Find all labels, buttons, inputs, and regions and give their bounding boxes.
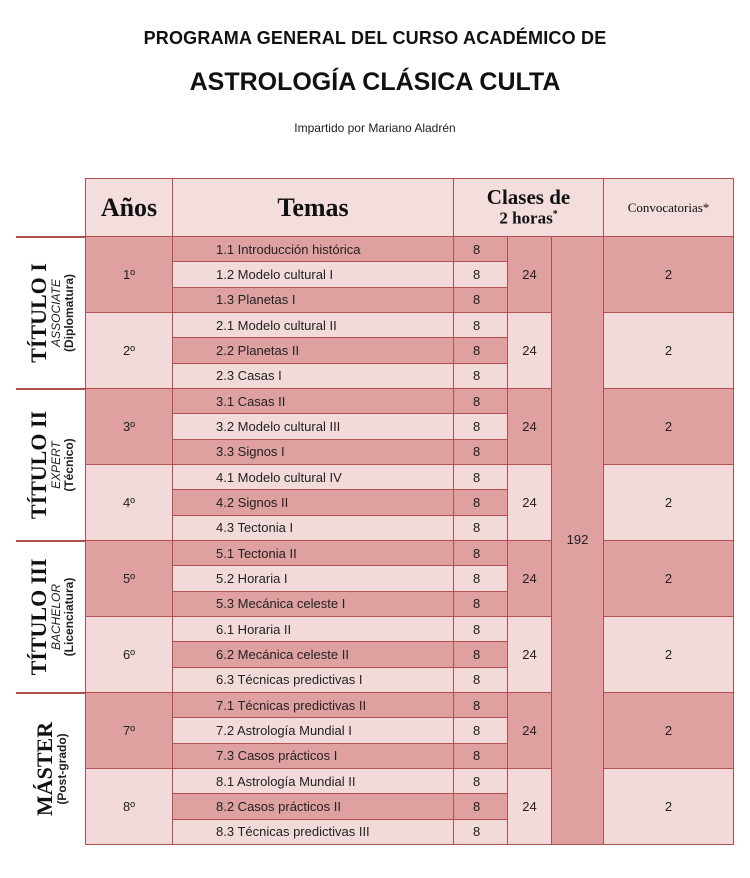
header-anos: Años [85,178,173,237]
classes-cell: 8 [453,743,508,769]
subtotal-cell: 24 [507,236,552,313]
topic-cell: 2.2 Planetas II [172,337,454,363]
header-convocatorias: Convocatorias* [603,178,734,237]
topic-cell: 7.1 Técnicas predictivas II [172,692,454,718]
convocatorias-cell: 2 [603,768,734,845]
degree-title: MÁSTER [31,721,57,816]
classes-cell: 8 [453,261,508,287]
page-title-line2: ASTROLOGÍA CLÁSICA CULTA [189,68,561,96]
degree-label [26,411,74,519]
convocatorias-cell: 2 [603,388,734,465]
topic-cell: 7.3 Casos prácticos I [172,743,454,769]
subtotal-cell: 24 [507,388,552,465]
convocatorias-cell: 2 [603,312,734,389]
classes-cell: 8 [453,363,508,389]
classes-cell: 8 [453,819,508,845]
subtotal-cell: 24 [507,540,552,617]
topic-cell: 2.3 Casas I [172,363,454,389]
classes-cell: 8 [453,768,508,794]
classes-cell: 8 [453,515,508,541]
topic-cell: 4.1 Modelo cultural IV [172,464,454,490]
topic-cell: 8.1 Astrología Mundial II [172,768,454,794]
classes-cell: 8 [453,717,508,743]
degree-title: TÍTULO I [25,263,51,363]
degree-label [26,559,74,676]
degree-spanish-name: (Post-grado) [54,733,69,805]
topic-cell: 3.1 Casas II [172,388,454,414]
header-clases [453,178,604,237]
classes-cell: 8 [453,464,508,490]
year-cell: 6º [85,616,173,693]
subtotal-cell: 24 [507,464,552,541]
degree-label [26,263,74,363]
page-title-line1: PROGRAMA GENERAL DEL CURSO ACADÉMICO DE [143,28,607,48]
topic-cell: 1.1 Introducción histórica [172,236,454,262]
degree-english-name: EXPERT [48,441,63,489]
degree-block [16,540,85,692]
topic-cell: 2.1 Modelo cultural II [172,312,454,338]
classes-cell: 8 [453,692,508,718]
year-cell: 5º [85,540,173,617]
classes-cell: 8 [453,337,508,363]
subtotal-cell: 24 [507,768,552,845]
degree-block [16,236,85,388]
topic-cell: 3.2 Modelo cultural III [172,413,454,439]
total-classes-cell: 192 [551,236,604,845]
classes-cell: 8 [453,540,508,566]
degree-english-name: ASSOCIATE [48,279,63,347]
year-cell: 8º [85,768,173,845]
topic-cell: 8.3 Técnicas predictivas III [172,819,454,845]
classes-cell: 8 [453,413,508,439]
header-clases-line2 [499,209,557,228]
year-cell: 4º [85,464,173,541]
topic-cell: 6.3 Técnicas predictivas I [172,667,454,693]
classes-cell: 8 [453,641,508,667]
degree-spanish-name: (Técnico) [61,438,76,492]
convocatorias-cell: 2 [603,616,734,693]
topic-cell: 6.2 Mecánica celeste II [172,641,454,667]
degree-block [16,388,85,540]
year-cell: 7º [85,692,173,769]
topic-cell: 4.2 Signos II [172,489,454,515]
subtotal-cell: 24 [507,692,552,769]
degree-block [16,692,85,844]
classes-cell: 8 [453,439,508,465]
classes-cell: 8 [453,236,508,262]
subtotal-cell: 24 [507,312,552,389]
classes-cell: 8 [453,565,508,591]
topic-cell: 5.1 Tectonia II [172,540,454,566]
topic-cell: 1.3 Planetas I [172,287,454,313]
topic-cell: 6.1 Horaria II [172,616,454,642]
year-cell: 1º [85,236,173,313]
topic-cell: 4.3 Tectonia I [172,515,454,541]
subtotal-cell: 24 [507,616,552,693]
footnote-mark: * [552,209,558,221]
year-cell: 2º [85,312,173,389]
topic-cell: 7.2 Astrología Mundial I [172,717,454,743]
classes-cell: 8 [453,616,508,642]
topic-cell: 1.2 Modelo cultural I [172,261,454,287]
degree-spanish-name: (Diplomatura) [61,273,76,352]
degree-english-name: BACHELOR [48,583,63,650]
header-clases-line2-text: 2 horas [499,209,553,229]
header-temas: Temas [172,178,454,237]
convocatorias-cell: 2 [603,540,734,617]
convocatorias-cell: 2 [603,692,734,769]
topic-cell: 5.3 Mecánica celeste I [172,591,454,617]
degree-spanish-name: (Licenciatura) [61,577,76,657]
classes-cell: 8 [453,312,508,338]
convocatorias-cell: 2 [603,464,734,541]
year-cell: 3º [85,388,173,465]
classes-cell: 8 [453,793,508,819]
classes-cell: 8 [453,489,508,515]
classes-cell: 8 [453,287,508,313]
classes-cell: 8 [453,388,508,414]
degree-title: TÍTULO III [25,558,51,676]
instructor-line: Impartido por Mariano Aladrén [294,121,456,135]
topic-cell: 5.2 Horaria I [172,565,454,591]
convocatorias-cell: 2 [603,236,734,313]
degree-title: TÍTULO II [25,410,51,520]
topic-cell: 3.3 Signos I [172,439,454,465]
classes-cell: 8 [453,667,508,693]
degree-label [33,722,69,816]
topic-cell: 8.2 Casos prácticos II [172,793,454,819]
header-clases-line1: Clases de [486,185,571,210]
classes-cell: 8 [453,591,508,617]
